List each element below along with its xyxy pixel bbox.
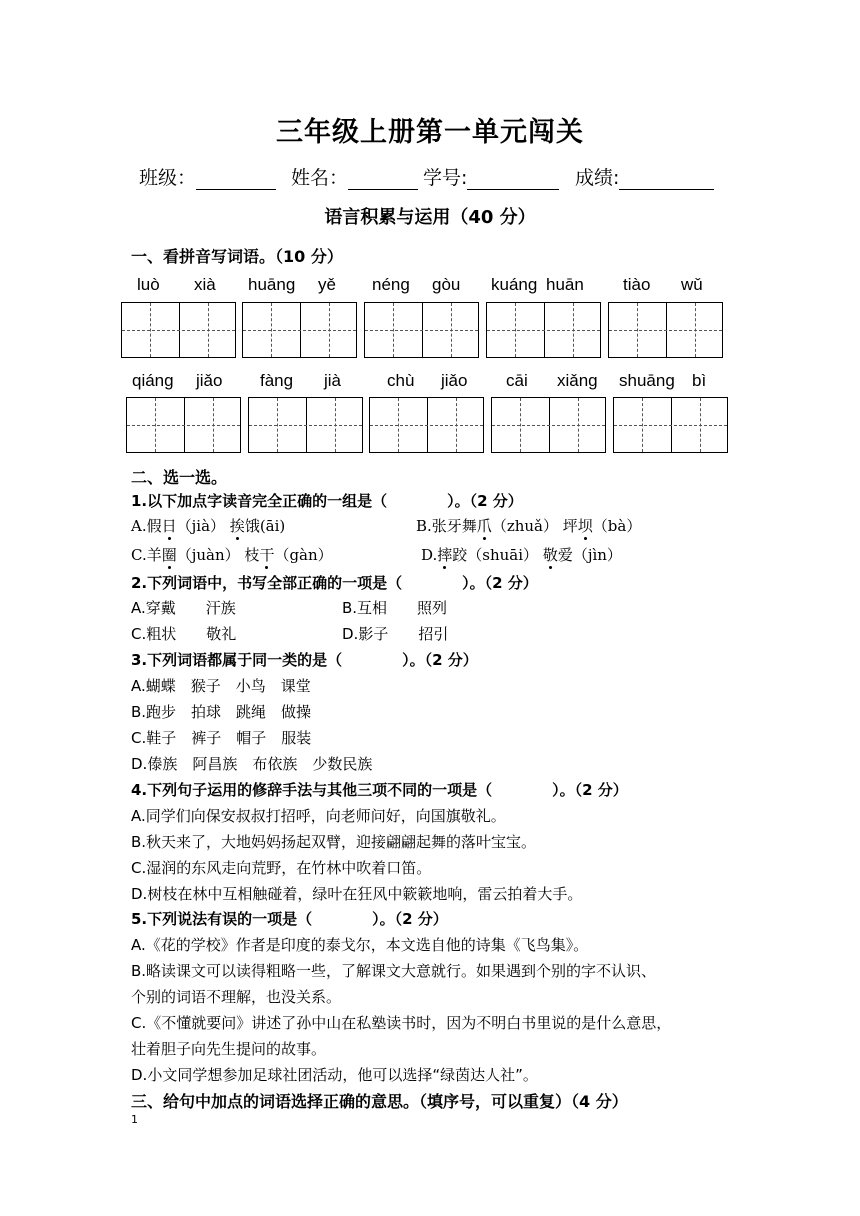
- pinyin: wǔ: [681, 275, 703, 294]
- writing-grid[interactable]: [248, 397, 363, 453]
- section2-heading: 二、选一选。: [131, 468, 228, 487]
- q5-option-c-line2: 壮着胆子向先生提问的故事。: [131, 1040, 327, 1058]
- emphasis-dot-char: 干: [259, 546, 275, 564]
- writing-grid[interactable]: [364, 302, 479, 358]
- pinyin: jiǎo: [196, 371, 223, 390]
- pinyin: xià: [194, 275, 216, 294]
- pinyin: xiǎng: [557, 371, 598, 390]
- pinyin: jià: [324, 371, 342, 390]
- name-field: [291, 163, 418, 190]
- q1-option-c[interactable]: C.羊圈（juàn） 枝干（gàn）: [131, 546, 333, 564]
- q5-option-a[interactable]: A.《花的学校》作者是印度的泰戈尔，本文选自他的诗集《飞鸟集》。: [131, 936, 589, 954]
- q2-option-d[interactable]: D.影子 招引: [342, 625, 449, 643]
- q1-option-d[interactable]: D.摔跤（shuāi） 敬爱（jìn）: [421, 546, 622, 564]
- question-4-stem: 4.下列句子运用的修辞手法与其他三项不同的一项是（ ）。（2 分）: [131, 781, 628, 799]
- name-label: 姓名：: [291, 167, 349, 189]
- writing-grid[interactable]: [491, 397, 606, 453]
- q5-option-b-line1[interactable]: B.略读课文可以读得粗略一些，了解课文大意就行。如果遇到个别的字不认识、: [131, 962, 657, 980]
- q1-option-a[interactable]: A.假日（jià） 挨饿(āi): [131, 517, 286, 535]
- question-3-stem: 3.下列词语都属于同一类的是（ ）。（2 分）: [131, 651, 478, 669]
- writing-grid[interactable]: [242, 302, 357, 358]
- question-2-stem: 2.下列词语中，书写全部正确的一项是（ ）。（2 分）: [131, 574, 538, 592]
- emphasis-dot-char: 摔: [437, 546, 453, 564]
- writing-grid[interactable]: [486, 302, 601, 358]
- class-blank[interactable]: [196, 169, 276, 190]
- q5-option-b-line2: 个别的词语不理解，也没关系。: [131, 988, 342, 1006]
- score-field: [575, 163, 714, 190]
- pinyin: fàng: [260, 371, 294, 390]
- score-label: 成绩:: [575, 167, 620, 189]
- emphasis-dot-char: 爪: [476, 517, 492, 535]
- writing-grid[interactable]: [121, 302, 236, 358]
- q4-option-d[interactable]: D.树枝在林中互相触碰着，绿叶在狂风中簌簌地响，雷云拍着大手。: [131, 885, 583, 903]
- pinyin: bì: [692, 371, 707, 390]
- pinyin: huāng: [248, 275, 296, 294]
- class-field: [139, 163, 276, 190]
- q4-option-b[interactable]: B.秋天来了，大地妈妈扬起双臂，迎接翩翩起舞的落叶宝宝。: [131, 833, 537, 851]
- q2-option-b[interactable]: B.互相 照列: [342, 599, 448, 617]
- writing-grid[interactable]: [608, 302, 723, 358]
- q3-option-c[interactable]: C.鞋子 裤子 帽子 服装: [131, 729, 312, 747]
- q3-option-b[interactable]: B.跑步 拍球 跳绳 做操: [131, 703, 312, 721]
- writing-grid[interactable]: [369, 397, 484, 453]
- q5-option-d[interactable]: D.小文同学想参加足球社团活动，他可以选择“绿茵达人社”。: [131, 1066, 538, 1084]
- pinyin: tiào: [623, 275, 651, 294]
- pinyin: shuāng: [619, 371, 675, 390]
- student-id-blank[interactable]: [467, 169, 559, 190]
- q4-option-c[interactable]: C.湿润的东风走向荒野，在竹林中吹着口笛。: [131, 859, 432, 877]
- q2-option-a[interactable]: A.穿戴 汗族: [131, 599, 236, 617]
- section3-heading: 三、给句中加点的词语选择正确的意思。（填序号，可以重复）（4 分）: [131, 1092, 628, 1111]
- q4-option-a[interactable]: A.同学们向保安叔叔打招呼，向老师问好，向国旗敬礼。: [131, 807, 506, 825]
- pinyin: huān: [546, 275, 584, 294]
- emphasis-dot-char: 日: [161, 517, 177, 535]
- q1-option-b[interactable]: B.张牙舞爪（zhuǎ） 坪坝（bà）: [416, 517, 642, 535]
- emphasis-dot-char: 圈: [161, 546, 177, 564]
- name-blank[interactable]: [348, 169, 418, 190]
- writing-grid[interactable]: [613, 397, 728, 453]
- student-id-field: [423, 163, 559, 190]
- pinyin: jiǎo: [441, 371, 468, 390]
- pinyin: chù: [387, 371, 415, 390]
- pinyin: qiáng: [132, 371, 174, 390]
- pinyin: cāi: [506, 371, 528, 390]
- q5-option-c-line1[interactable]: C.《不懂就要问》讲述了孙中山在私塾读书时，因为不明白书里说的是什么意思，: [131, 1014, 672, 1032]
- class-label: 班级：: [139, 167, 197, 189]
- page-number: 1: [131, 1113, 138, 1126]
- section1-heading: 一、看拼音写词语。（10 分）: [131, 247, 343, 266]
- pinyin: luò: [137, 275, 160, 294]
- pinyin: kuáng: [491, 275, 538, 294]
- q3-option-d[interactable]: D.傣族 阿昌族 布依族 少数民族: [131, 755, 373, 773]
- section-subtitle: 语言积累与运用（40 分）: [324, 207, 536, 228]
- emphasis-dot-char: 坝: [577, 517, 593, 535]
- question-5-stem: 5.下列说法有误的一项是（ ）。（2 分）: [131, 910, 448, 928]
- emphasis-dot-char: 敬: [542, 546, 558, 564]
- q2-option-c[interactable]: C.粗状 敬礼: [131, 625, 237, 643]
- score-blank[interactable]: [619, 169, 714, 190]
- question-1-stem: 1.以下加点字读音完全正确的一组是（ ）。（2 分）: [131, 492, 523, 510]
- writing-grid[interactable]: [126, 397, 241, 453]
- q3-option-a[interactable]: A.蝴蝶 猴子 小鸟 课堂: [131, 677, 311, 695]
- student-id-label: 学号:: [423, 167, 468, 189]
- pinyin: yě: [318, 275, 336, 294]
- emphasis-dot-char: 挨: [229, 517, 245, 535]
- page-title: 三年级上册第一单元闯关: [276, 117, 584, 148]
- pinyin: gòu: [432, 275, 461, 294]
- pinyin: néng: [372, 275, 410, 294]
